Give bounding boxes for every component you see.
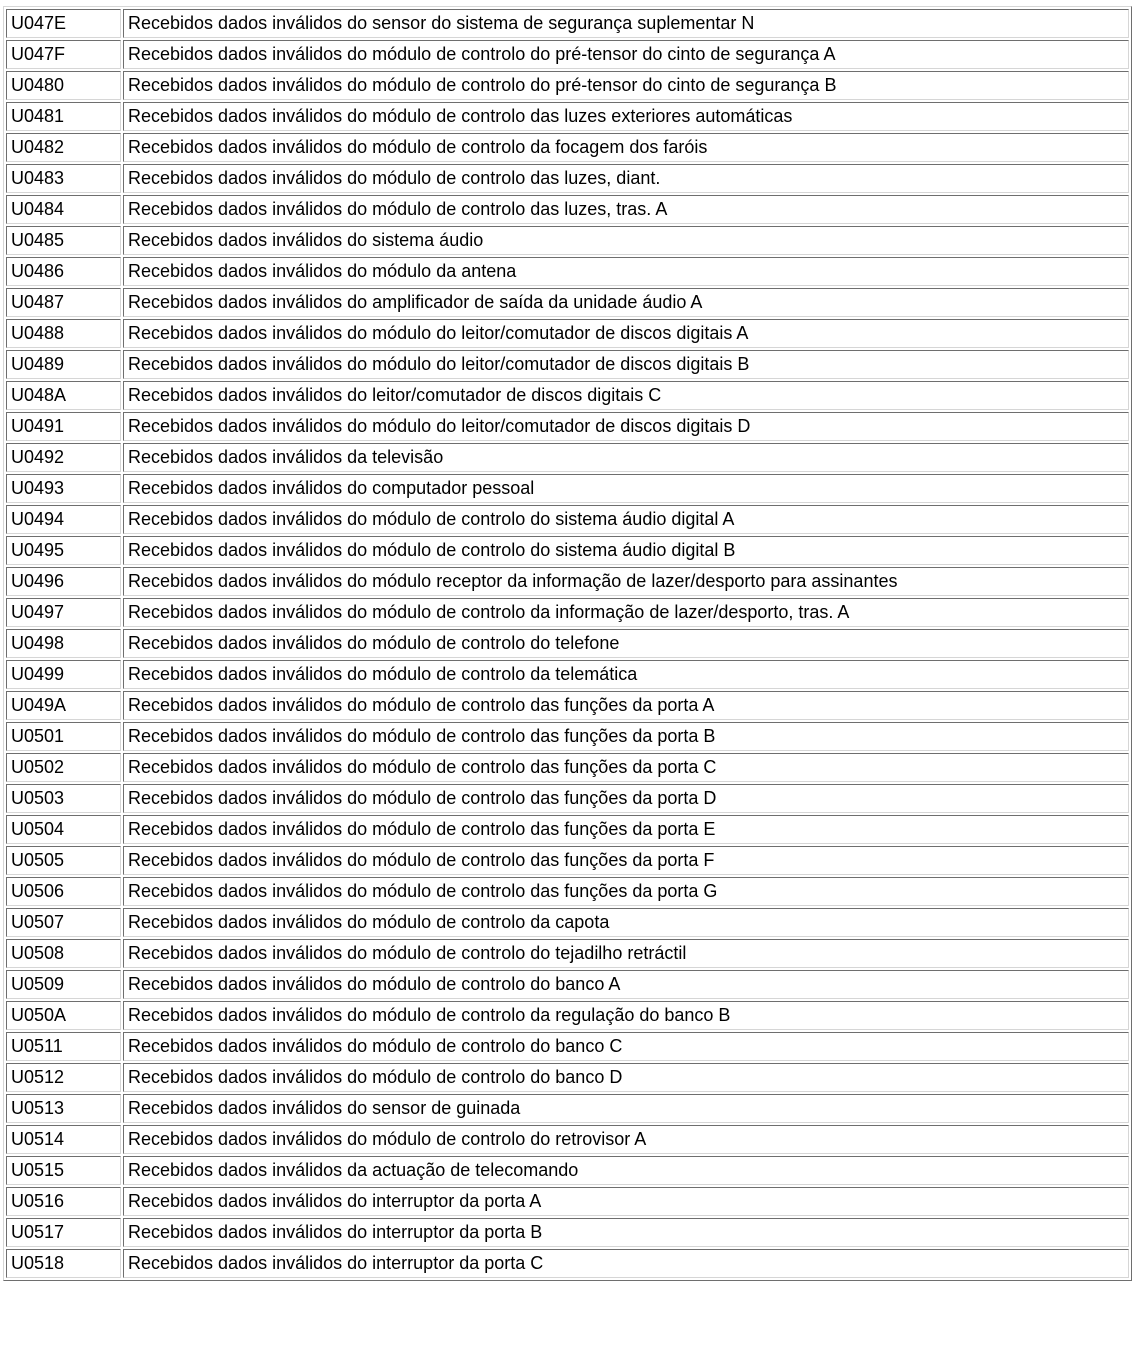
dtc-code-cell: U0518: [6, 1249, 121, 1278]
dtc-description-cell: Recebidos dados inválidos do módulo de controlo do retrovisor A: [123, 1125, 1129, 1154]
dtc-description-cell: Recebidos dados inválidos do módulo do leitor/comutador de discos digitais A: [123, 319, 1129, 348]
table-row: [6, 784, 1129, 813]
table-row: [6, 908, 1129, 937]
dtc-code-cell: U0513: [6, 1094, 121, 1123]
dtc-description-cell: Recebidos dados inválidos do módulo de controlo das funções da porta C: [123, 753, 1129, 782]
table-row: [6, 598, 1129, 627]
dtc-code-cell: U0488: [6, 319, 121, 348]
table-row: [6, 660, 1129, 689]
dtc-code-cell: U048A: [6, 381, 121, 410]
dtc-code-cell: U0487: [6, 288, 121, 317]
table-row: [6, 195, 1129, 224]
dtc-description-cell: Recebidos dados inválidos do computador pessoal: [123, 474, 1129, 503]
dtc-code-cell: U0501: [6, 722, 121, 751]
dtc-code-cell: U0485: [6, 226, 121, 255]
dtc-code-cell: U0499: [6, 660, 121, 689]
dtc-code-cell: U0508: [6, 939, 121, 968]
dtc-description-cell: Recebidos dados inválidos do módulo do leitor/comutador de discos digitais D: [123, 412, 1129, 441]
table-row: [6, 753, 1129, 782]
table-row: [6, 1187, 1129, 1216]
table-row: [6, 1156, 1129, 1185]
table-row: [6, 381, 1129, 410]
table-row: [6, 9, 1129, 38]
dtc-code-cell: U0495: [6, 536, 121, 565]
dtc-description-cell: Recebidos dados inválidos do módulo de controlo das funções da porta E: [123, 815, 1129, 844]
table-row: [6, 443, 1129, 472]
dtc-code-cell: U0484: [6, 195, 121, 224]
dtc-description-cell: Recebidos dados inválidos da actuação de telecomando: [123, 1156, 1129, 1185]
table-row: [6, 412, 1129, 441]
dtc-code-cell: U049A: [6, 691, 121, 720]
table-row: [6, 722, 1129, 751]
dtc-description-cell: Recebidos dados inválidos do módulo receptor da informação de lazer/desporto para assinantes: [123, 567, 1129, 596]
table-row: [6, 1032, 1129, 1061]
dtc-description-cell: Recebidos dados inválidos do módulo de controlo das funções da porta F: [123, 846, 1129, 875]
table-row: [6, 1094, 1129, 1123]
dtc-code-cell: U0512: [6, 1063, 121, 1092]
dtc-code-cell: U0494: [6, 505, 121, 534]
table-row: [6, 1063, 1129, 1092]
dtc-description-cell: Recebidos dados inválidos do módulo de controlo do sistema áudio digital A: [123, 505, 1129, 534]
table-row: [6, 71, 1129, 100]
dtc-code-cell: U0480: [6, 71, 121, 100]
dtc-description-cell: Recebidos dados inválidos do módulo de controlo do pré-tensor do cinto de segurança A: [123, 40, 1129, 69]
dtc-description-cell: Recebidos dados inválidos do módulo de controlo do sistema áudio digital B: [123, 536, 1129, 565]
dtc-description-cell: Recebidos dados inválidos do módulo de controlo da telemática: [123, 660, 1129, 689]
dtc-code-cell: U0503: [6, 784, 121, 813]
dtc-code-cell: U0493: [6, 474, 121, 503]
dtc-code-cell: U0505: [6, 846, 121, 875]
dtc-code-cell: U0509: [6, 970, 121, 999]
dtc-description-cell: Recebidos dados inválidos do módulo do leitor/comutador de discos digitais B: [123, 350, 1129, 379]
table-row: [6, 319, 1129, 348]
table-row: [6, 1249, 1129, 1278]
dtc-description-cell: Recebidos dados inválidos do amplificador de saída da unidade áudio A: [123, 288, 1129, 317]
dtc-description-cell: Recebidos dados inválidos do leitor/comutador de discos digitais C: [123, 381, 1129, 410]
dtc-description-cell: Recebidos dados inválidos do sistema áudio: [123, 226, 1129, 255]
dtc-code-cell: U0482: [6, 133, 121, 162]
dtc-description-cell: Recebidos dados inválidos do módulo de controlo das funções da porta G: [123, 877, 1129, 906]
table-row: [6, 815, 1129, 844]
dtc-code-cell: U0515: [6, 1156, 121, 1185]
dtc-code-cell: U0481: [6, 102, 121, 131]
table-row: [6, 970, 1129, 999]
dtc-description-cell: Recebidos dados inválidos do módulo de controlo da capota: [123, 908, 1129, 937]
table-row: [6, 846, 1129, 875]
dtc-description-cell: Recebidos dados inválidos do interruptor da porta A: [123, 1187, 1129, 1216]
table-row: [6, 567, 1129, 596]
dtc-description-cell: Recebidos dados inválidos do módulo de controlo do pré-tensor do cinto de segurança B: [123, 71, 1129, 100]
table-row: [6, 1218, 1129, 1247]
table-row: [6, 226, 1129, 255]
table-row: [6, 939, 1129, 968]
dtc-description-cell: Recebidos dados inválidos do módulo de controlo das luzes exteriores automáticas: [123, 102, 1129, 131]
dtc-description-cell: Recebidos dados inválidos do módulo de controlo da regulação do banco B: [123, 1001, 1129, 1030]
dtc-code-cell: U0507: [6, 908, 121, 937]
dtc-description-cell: Recebidos dados inválidos do interruptor da porta C: [123, 1249, 1129, 1278]
table-row: [6, 133, 1129, 162]
dtc-code-cell: U047F: [6, 40, 121, 69]
dtc-description-cell: Recebidos dados inválidos do módulo de controlo do telefone: [123, 629, 1129, 658]
dtc-description-cell: Recebidos dados inválidos do sensor de guinada: [123, 1094, 1129, 1123]
table-row: [6, 350, 1129, 379]
dtc-description-cell: Recebidos dados inválidos do módulo de controlo do tejadilho retráctil: [123, 939, 1129, 968]
dtc-description-cell: Recebidos dados inválidos da televisão: [123, 443, 1129, 472]
dtc-code-cell: U050A: [6, 1001, 121, 1030]
dtc-table-body: [6, 9, 1129, 1278]
dtc-code-cell: U0483: [6, 164, 121, 193]
table-row: [6, 288, 1129, 317]
table-row: [6, 877, 1129, 906]
dtc-code-cell: U0498: [6, 629, 121, 658]
dtc-description-cell: Recebidos dados inválidos do módulo de controlo das luzes, tras. A: [123, 195, 1129, 224]
dtc-description-cell: Recebidos dados inválidos do módulo de controlo do banco C: [123, 1032, 1129, 1061]
dtc-code-cell: U0491: [6, 412, 121, 441]
dtc-description-cell: Recebidos dados inválidos do sensor do sistema de segurança suplementar N: [123, 9, 1129, 38]
dtc-code-cell: U0497: [6, 598, 121, 627]
dtc-description-cell: Recebidos dados inválidos do módulo de controlo da focagem dos faróis: [123, 133, 1129, 162]
table-row: [6, 505, 1129, 534]
dtc-code-cell: U0489: [6, 350, 121, 379]
table-row: [6, 474, 1129, 503]
dtc-description-cell: Recebidos dados inválidos do módulo de controlo do banco D: [123, 1063, 1129, 1092]
dtc-description-cell: Recebidos dados inválidos do módulo de controlo do banco A: [123, 970, 1129, 999]
dtc-description-cell: Recebidos dados inválidos do módulo da antena: [123, 257, 1129, 286]
dtc-code-cell: U0511: [6, 1032, 121, 1061]
table-row: [6, 536, 1129, 565]
table-row: [6, 1001, 1129, 1030]
dtc-code-cell: U0514: [6, 1125, 121, 1154]
table-row: [6, 691, 1129, 720]
dtc-description-cell: Recebidos dados inválidos do módulo de controlo das funções da porta A: [123, 691, 1129, 720]
dtc-code-cell: U0492: [6, 443, 121, 472]
dtc-code-cell: U0496: [6, 567, 121, 596]
table-row: [6, 40, 1129, 69]
dtc-code-cell: U0506: [6, 877, 121, 906]
dtc-code-cell: U0502: [6, 753, 121, 782]
table-row: [6, 257, 1129, 286]
table-row: [6, 164, 1129, 193]
dtc-code-cell: U047E: [6, 9, 121, 38]
dtc-code-cell: U0517: [6, 1218, 121, 1247]
table-row: [6, 629, 1129, 658]
dtc-description-cell: Recebidos dados inválidos do módulo de controlo da informação de lazer/desporto, tras. A: [123, 598, 1129, 627]
dtc-description-cell: Recebidos dados inválidos do interruptor da porta B: [123, 1218, 1129, 1247]
dtc-description-cell: Recebidos dados inválidos do módulo de controlo das luzes, diant.: [123, 164, 1129, 193]
dtc-code-cell: U0486: [6, 257, 121, 286]
dtc-code-cell: U0516: [6, 1187, 121, 1216]
dtc-table: [3, 6, 1132, 1281]
dtc-description-cell: Recebidos dados inválidos do módulo de controlo das funções da porta B: [123, 722, 1129, 751]
table-row: [6, 102, 1129, 131]
dtc-code-cell: U0504: [6, 815, 121, 844]
table-row: [6, 1125, 1129, 1154]
dtc-description-cell: Recebidos dados inválidos do módulo de controlo das funções da porta D: [123, 784, 1129, 813]
